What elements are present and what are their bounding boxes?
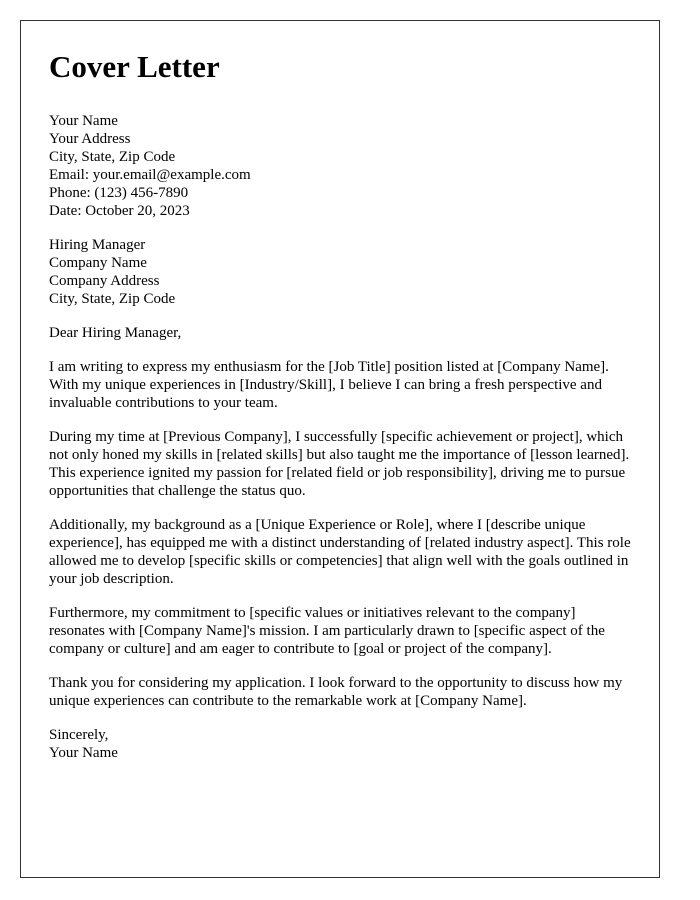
body-paragraph-5: Thank you for considering my application. I look forward to the opportunity to discuss how my unique experiences can contribute to the remarkable work at [Company Name]. [49,675,623,709]
letter-date: Date: October 20, 2023 [49,203,190,219]
body-paragraph-2: During my time at [Previous Company], I successfully [specific achievement or project], which not only honed my skills in [related skills] but also taught me the importance of [lesson learned]. This experience ignited my passion for [related field or job responsibility], driving me to pursue opportunities that challenge the status quo. [49,429,630,499]
signature-name: Your Name [49,745,118,761]
body-paragraph-4: Furthermore, my commitment to [specific values or initiatives relevant to the company] resonates with [Company Name]'s mission. I am particularly drawn to [specific aspect of the company or culture] and am eager to contribute to [goal or project of the company]. [49,605,605,657]
recipient-company: Company Name [49,255,147,271]
body-paragraph-1: I am writing to express my enthusiasm for the [Job Title] position listed at [Company Name]. With my unique experiences in [Industry/Skill], I believe I can bring a fresh perspective and invaluable contributions to your team. [49,359,609,411]
sender-email: Email: your.email@example.com [49,167,251,183]
recipient-address: Company Address [49,273,160,289]
page-title: Cover Letter [49,49,220,84]
valediction: Sincerely, [49,727,109,743]
closing-block [49,726,631,762]
recipient-title: Hiring Manager [49,237,146,253]
salutation: Dear Hiring Manager, [49,325,182,341]
sender-city-state-zip: City, State, Zip Code [49,149,176,165]
recipient-city-state-zip: City, State, Zip Code [49,291,176,307]
body-paragraph-3: Additionally, my background as a [Unique Experience or Role], where I [describe unique experience], has equipped me with a distinct understanding of [related industry aspect]. This role allowed me to develop [specific skills or competencies] that align well with the goals outlined in your job description. [49,517,631,587]
sender-address: Your Address [49,131,131,147]
recipient-block [49,236,631,308]
letter-page [20,20,660,878]
sender-block [49,112,631,220]
sender-name: Your Name [49,113,118,129]
sender-phone: Phone: (123) 456-7890 [49,185,189,201]
